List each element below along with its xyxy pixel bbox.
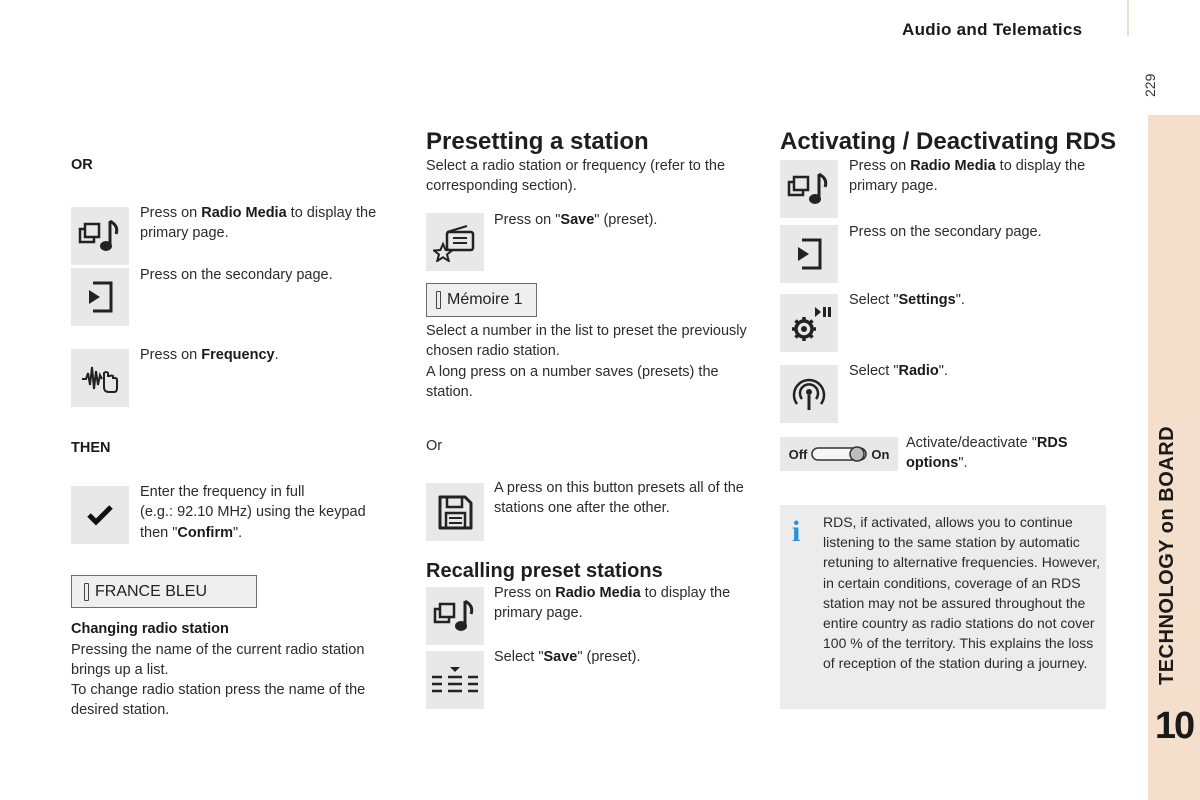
secondary-page-icon xyxy=(71,268,129,326)
col2-text2: A long press on a number saves (presets) the station. xyxy=(426,364,719,401)
memory-marker-icon xyxy=(436,291,441,309)
section-title-vertical: TECHNOLOGY on BOARD xyxy=(1156,425,1178,685)
chapter-number: 10 xyxy=(1154,705,1194,747)
col2-text1: Select a number in the list to preset the previously chosen radio station. xyxy=(426,323,747,360)
memory-slot-button[interactable] xyxy=(426,283,537,317)
recalling-title: Recalling preset stations xyxy=(426,560,663,582)
rds-toggle-switch[interactable] xyxy=(780,437,898,471)
radio-media-icon xyxy=(426,587,484,645)
col1-step4-line1: Enter the frequency in full xyxy=(140,484,305,500)
changing-station-text1: Pressing the name of the current radio station brings up a list. xyxy=(71,642,365,679)
col2-step2-text: A press on this button presets all of the stations one after the other. xyxy=(494,480,744,517)
changing-station-text2: To change radio station press the name of the desired station. xyxy=(71,682,366,719)
presetting-intro: Select a radio station or frequency (refer to the corresponding section). xyxy=(426,158,726,195)
info-text: RDS, if activated, allows you to continue listening to the same station by automatic retuning to alternative frequencies. However, in certain conditions, coverage of an RDS station may not be assured throughout the entire country as radio stations do not cover 100 % of the territory. This explains the loss of reception of the station during a journey. xyxy=(823,514,1101,672)
settings-icon xyxy=(780,294,838,352)
checkmark-icon xyxy=(71,486,129,544)
col2-step4-text: Select "Save" (preset). xyxy=(494,649,641,665)
col1-step4-line2: (e.g.: 92.10 MHz) using the keypad xyxy=(140,504,366,521)
save-preset-icon xyxy=(426,213,484,271)
header-divider xyxy=(1127,0,1129,36)
toggle-on-label: On xyxy=(871,446,890,462)
col3-step3-text: Select "Settings". xyxy=(849,292,965,308)
or-label: OR xyxy=(71,157,93,173)
frequency-icon xyxy=(71,349,129,407)
col1-step1-text: Press on Radio Media to display the primary page. xyxy=(140,205,377,242)
page-number: 229 xyxy=(1142,73,1158,97)
station-name-label: FRANCE BLEU xyxy=(95,582,208,600)
station-name-button[interactable] xyxy=(71,575,257,608)
toggle-off-label: Off xyxy=(788,446,808,462)
toggle-slider-icon xyxy=(811,445,867,463)
memory-slot-label: Mémoire 1 xyxy=(447,291,523,308)
page-header-title: Audio and Telematics xyxy=(902,20,1083,39)
col1-step3-text: Press on Frequency. xyxy=(140,347,279,363)
floppy-disk-icon xyxy=(426,483,484,541)
col2-step3-text: Press on Radio Media to display the primary page. xyxy=(494,585,731,622)
presetting-title: Presetting a station xyxy=(426,128,649,155)
radio-media-icon xyxy=(71,207,129,265)
col3-step1-text: Press on Radio Media to display the primary page. xyxy=(849,158,1086,195)
col2-or-text: Or xyxy=(426,438,443,454)
preset-list-icon xyxy=(426,651,484,709)
info-icon: i xyxy=(792,515,801,548)
then-label: THEN xyxy=(71,440,111,456)
changing-station-title: Changing radio station xyxy=(71,621,229,637)
rds-title: Activating / Deactivating RDS xyxy=(780,128,1117,155)
col2-step1-text: Press on "Save" (preset). xyxy=(494,212,658,228)
col3-step2-text: Press on the secondary page. xyxy=(849,224,1042,240)
radio-media-icon xyxy=(780,160,838,218)
col3-step5-text: Activate/deactivate "RDS options". xyxy=(906,435,1068,472)
col3-step4-text: Select "Radio". xyxy=(849,363,948,379)
station-marker-icon xyxy=(84,583,89,601)
col1-step4-text: Enter the frequency in full (e.g.: 92.10 MHz) using the keypad then "Confirm". xyxy=(140,482,400,543)
col1-step2-text: Press on the secondary page. xyxy=(140,267,333,283)
secondary-page-icon xyxy=(780,225,838,283)
radio-antenna-icon xyxy=(780,365,838,423)
